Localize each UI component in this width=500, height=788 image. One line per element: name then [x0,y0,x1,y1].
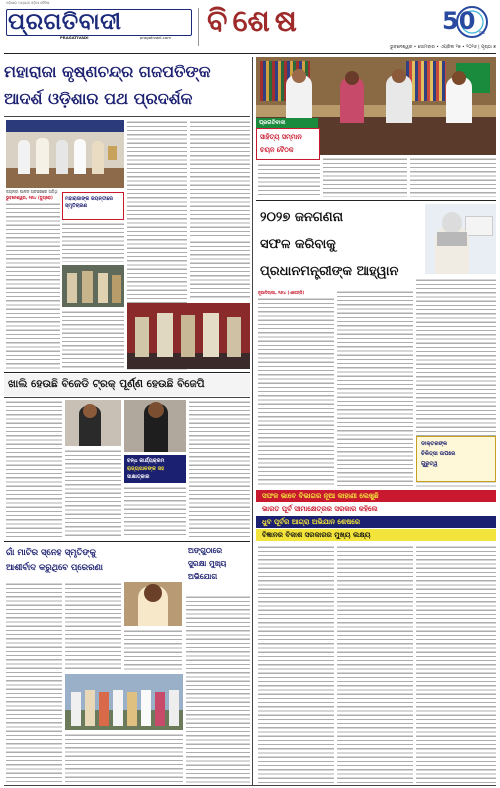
census-body-col1 [258,297,334,487]
footer-rule [4,785,496,786]
accident-body-col1 [186,595,250,783]
bjd-body-col3 [124,486,186,538]
column-divider [252,57,253,785]
village-body-col2 [65,582,121,672]
rule [4,541,250,542]
lead-headline-line1: ମହାରାଜା କୃଷ୍ଣଚନ୍ଦ୍ର ଗଜପତିଙ୍କ [4,62,211,81]
census-banner-4 [256,529,496,541]
masthead-topline: ଓଡ଼ିଶାର ଅଗ୍ରଣୀ ଓଡ଼ିଆ ଦୈନିକ [6,1,50,5]
anniversary-label: ବର୍ଷ [479,30,485,35]
census-banner-3 [256,516,496,528]
literary-body-col0 [258,163,320,197]
census-body-col2 [337,290,413,487]
lead-body-col4b [190,240,250,300]
lead-headline-line2: ଆଦର୍ଶ ଓଡ଼ିଶାର ପଥ ପ୍ରଦର୍ଶକ [4,89,193,108]
section-title: ବିଶେଷ [207,4,302,39]
census-inset-box [416,436,496,482]
census-inset-3: ଗୁରୁତ୍ୱ [421,461,438,467]
bjd-headline-band[interactable] [4,374,250,396]
bjd-quote-2: ରାଜ୍ୟପାଳଙ୍କ ସହ [127,466,165,472]
accident-body-col0 [124,629,182,671]
lead-headline[interactable] [4,57,250,115]
accident-headline-1: ଅଙ୍ଗୁଠାରେ [188,546,223,555]
bjd-quote-1: ବନ୍ଧ କାର୍ଯ୍ୟକ୍ରମ [127,458,165,464]
census-banner-1-text: ସଫଳ ଭାବେ ବିଭାଗର ନୂଆ କାହାଣୀ ଲେଖୁଛି [262,492,379,500]
lead-subhead: ମହାରାଜାଙ୍କ ଜୟନ୍ତୀରେ ସ୍ମୃତିଚାରଣ [65,196,113,209]
village-headline-2: ଆଶୀର୍ବାଦ କରୁଥିବେ ପ୍ରେରଣା [6,563,103,573]
census-banner-3-text: ଧୁବ ପୂର୍ବର ଆଗ୍ରା ଅଭିଯାନ ଶେଷରେ [262,518,361,526]
accident-headline-2: ସୁରକ୍ଷା ମୁଖ୍ୟ [188,559,227,568]
lead-dateline: ଭୁବନେଶ୍ୱର, ୨୬ା୪ (ବ୍ୟୁରୋ) [6,195,53,200]
anniversary-number: 50 [442,7,476,35]
census-headline-2: ସଫଳ କରିବାକୁ [260,237,336,252]
literary-tag-text: ପ୍ରଗତିବାଦୀ [259,120,286,126]
bjd-photo-left [65,400,121,446]
census-inset-1: ଡାକ୍ତରଙ୍କ [421,441,448,447]
lead-body-col2b [62,310,124,370]
literary-title-box[interactable] [256,128,320,160]
bjd-body-col4 [189,400,250,538]
accident-headline[interactable] [186,544,250,592]
literary-body-col2 [410,157,496,197]
census-body-col6 [416,545,496,783]
literary-title-1: ସାହିତ୍ୟ ସମ୍ମାନ [260,133,302,141]
census-banner-4-text: ବିଜ୍ଞାନର ବିକାଶ ସରକାରର ମୁଖ୍ୟ ଲକ୍ଷ୍ୟ [262,531,371,539]
pm-photo [425,204,496,274]
rule [256,200,496,201]
dateline: ଭୁବନେଶ୍ୱର • ସୋମବାର • ଏପ୍ରିଲ ୨୭ • ୨୦୨୬ | ପୃଷ୍ଠା ୭ [390,45,496,50]
rule [4,372,250,373]
census-headline-3: ପ୍ରଧାନମନ୍ତ୍ରୀଙ୍କ ଆହ୍ୱାନ [260,264,399,279]
logo-wordmark: ପ୍ରଗତିବାଦୀ [8,8,122,35]
census-banner-2 [256,503,496,515]
literary-body-col1 [323,157,407,197]
bjd-body-col2 [65,449,121,538]
village-body-col3 [65,733,183,783]
census-headline-1: ୨୦୨୭ ଜନଗଣନା [260,210,344,225]
anniversary-emblem-icon [432,4,496,44]
bjd-quote-box [124,455,186,483]
masthead-divider [198,8,199,46]
census-inset-2: ଚିକିତ୍ସା ଉପରେ [421,451,456,457]
census-banner-1 [256,490,496,502]
census-body-col4 [258,545,334,783]
statue-photo [62,265,124,307]
site-url[interactable]: pragativadi.com [140,35,171,40]
rule [4,116,250,117]
village-headline[interactable] [4,544,136,578]
lead-photo [6,120,124,188]
rule [4,397,250,398]
logo-latin: PRAGATIVADI [60,35,89,40]
lead-body-col1 [6,202,60,370]
bjd-headline: ଖାଲି ହେଉଛି ବିଜେଡି ଟ୍ରକ୍ ପୂର୍ଣ୍ଣ ହେଉଛି ବିଜେପି [8,378,205,390]
census-body-col5 [337,545,413,783]
literary-title-2: ଚୟନ ବୈଠକ [260,146,294,154]
bjd-quote-3: ସାକ୍ଷାତ୍‌କାର [127,474,150,480]
masthead-rule [4,53,496,54]
lead-subhead-box [62,192,124,220]
village-group-photo [65,674,183,730]
lead-caption: ଜୟନ୍ତୀ ପାଳନ ଅବସରରେ ଅତିଥି [6,189,58,194]
accident-photo [124,582,182,626]
bjd-photo-center [124,400,186,452]
village-headline-1: ଗାଁ ମାଟିର ସ୍ନେହ ସ୍ମୃତିଙ୍କୁ [6,548,96,558]
accident-headline-3: ଅଭିଯୋଗ [188,572,218,581]
bjd-body-col1 [6,400,62,538]
census-dateline: ନୂଆଦିଲ୍ଲୀ, ୨୬ା୪ (ଏଜେନ୍ସି) [258,290,305,295]
census-headline[interactable] [256,204,422,288]
lead-body-col2a [62,222,124,262]
village-body-col1 [6,582,62,782]
literary-tag [256,118,318,128]
lead-body-col4 [190,120,250,238]
census-banner-2-text: ଭାରତ ପୂର୍ବ ସୀମାକ୍ଷେତ୍ରର ସରକାର କହିଲେ [262,505,378,513]
portrait-gallery-photo [127,303,250,369]
